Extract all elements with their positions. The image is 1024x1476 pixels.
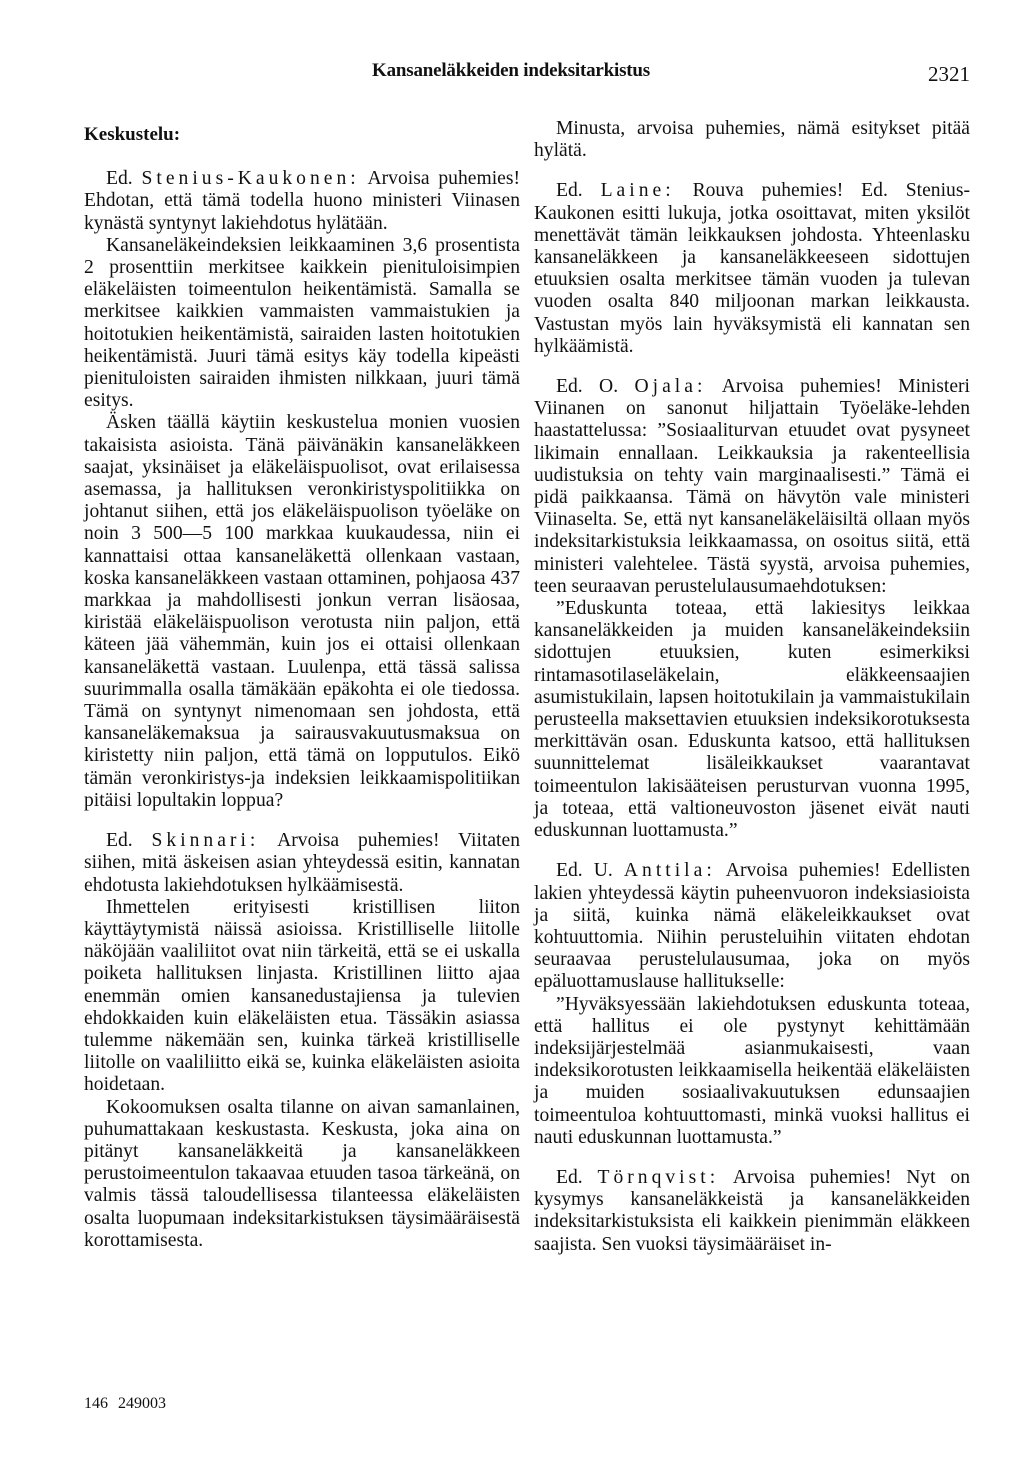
- print-code-right: 249003: [118, 1395, 166, 1412]
- speech-text: Rouva puhemies! Ed. Stenius-Kaukonen esitti lukuja, jotka osoittavat, miten yksilöt menettävät tämän leikkauksen johdosta. Yhteenlasku kansaneläkkeen ja kansaneläkkeeseen sidottujen etuuksien osalta merkitsee tämän vuoden ja tulevan vuoden osalta 840 miljoonan markan leikkausta. Vastustan myös lain hyväksymistä eli kannatan sen hylkäämistä.: [534, 180, 970, 357]
- speech-text: Arvoisa puhemies! Ministeri Viinanen on sanonut hiljattain Työeläke-lehden haastattelussa: ”Sosiaaliturvan etuudet ovat pysyneet likimain ennallaan. Leikkauksia ja rakenteellisia uudistuksia on tehty vain marginaalisesti.” Tämä ei pidä paikkaansa. Tämä on hävytön vale ministeri Viinaselta. Se, että nyt kansaneläkeläisiltä ollaan myös indeksitarkistuksia leikkaamassa, on osoitus siitä, että ministeri valehtelee. Tästä syystä, arvoisa puhemies, teen seuraavan perustelulausumaehdotuksen:: [534, 376, 970, 597]
- speaker-prefix: Ed. O.: [556, 376, 635, 398]
- paragraph: Ihmettelen erityisesti kristillisen liiton käyttäytymistä näissä asioissa. Kristilliselle liitolle näköjään vaaliliitot ovat niin tärkeitä, että se ei uskalla poiketa hallituksen linjasta. Kristillinen liitto ajaa enemmän omien kansanedustajiensa ja tulevien ehdokkaiden kuin eläkeläisten etua. Tässäkin asiassa tulemme näkemään sen, kuinka tärkeä kristilliselle liitolle on vaaliliitto eikä se, kuinka eläkeläisten asioita hoidetaan.: [84, 896, 520, 1096]
- running-title: Kansaneläkkeiden indeksitarkistus: [372, 60, 650, 81]
- speaker-prefix: Ed.: [106, 830, 152, 852]
- speaker-name: Skinnari:: [151, 830, 260, 852]
- speech-anttila: [534, 860, 970, 993]
- paragraph: Kokoomuksen osalta tilanne on aivan samanlainen, puhumattakaan keskustasta. Keskusta, joka aina on pitänyt kansaneläkkeitä ja kansaneläkkeen perustoimeentulon takaavaa etuuden tasoa tärkeänä, on valmis tässä taloudellisessa tilanteessa eläkeläisten osalta luopumaan indeksitarkistuksen täysimääräisestä korottamisesta.: [84, 1096, 520, 1251]
- speaker-name: Stenius-Kaukonen:: [141, 168, 360, 190]
- speaker-name: Törnqvist:: [597, 1166, 720, 1188]
- speaker-prefix: Ed. U.: [556, 860, 624, 882]
- speech-text: Arvoisa puhemies! Viitaten siihen, mitä äskeisen asian yhteydessä esitin, kannatan ehdotusta lakiehdotuksen hylkäämisestä.: [84, 830, 520, 896]
- page-number: 2321: [928, 62, 970, 86]
- speaker-name: Ojala:: [634, 376, 707, 398]
- section-heading: Keskustelu:: [84, 124, 181, 145]
- speech-tornqvist: [534, 1167, 970, 1256]
- right-column: [534, 118, 970, 1256]
- quoted-motion: ”Eduskunta toteaa, että lakiesitys leikkaa kansaneläkkeiden ja muiden kansaneläkeindeksiin sidottujen etuuksien, kuten esimerkiksi rintamasotilaseläkelain, eläkkeensaajien asumistukilain, lapsen hoitotukilain ja vammaistukilain perusteella maksettavien etuuksien indeksikorotuksesta merkittävän osan. Eduskunta katsoo, että hallituksen suunnittelemat lisäleikkaukset vaarantavat toimeentulon lakisääteisen perusturvan vuonna 1995, ja toteaa, että valtioneuvoston jäsenet eivät nauti eduskunnan luottamusta.”: [534, 598, 970, 842]
- left-column: [84, 118, 520, 1252]
- paragraph: Minusta, arvoisa puhemies, nämä esitykset pitää hylätä.: [534, 118, 970, 162]
- print-code: [84, 1395, 166, 1413]
- speech-text: Arvoisa puhemies! Ehdotan, että tämä todella huono ministeri Viinasen kynästä syntynyt lakiehdotus hylätään.: [84, 168, 520, 234]
- speech-skinnari: [84, 830, 520, 897]
- speaker-prefix: Ed.: [106, 168, 142, 190]
- paragraph: Äsken täällä käytiin keskustelua monien vuosien takaisista asioista. Tänä päivänäkin kansaneläkkeen saajat, yksinäiset ja eläkeläispuolisot, ovat erilaisessa asemassa, ja hallituksen veronkiristyspolitiikka on johtanut siihen, että jos eläkeläispuolison työeläke on noin 3 500—5 100 markkaa kuukaudessa, niin ei kannattaisi ottaa kansaneläkettä ollenkaan vastaan, koska kansaneläkkeen vastaan ottaminen, pohjaosa 437 markkaa ja mahdollisesti jonkun verran lisäosaa, kiristää eläkeläispuolison verotusta niin paljon, että käteen jää vähemmän, kuin jos ei ottaisi ollenkaan kansaneläkettä vastaan. Luulenpa, että tässä salissa suurimmalla osalla tämäkään epäkohta ei ole tiedossa. Tämä on syntynyt nimenomaan sen johdosta, että kansaneläkemaksua ja sairausvakuutusmaksua on kiristetty niin paljon, että tämä on lopputulos. Eikö tämän veronkiristys-ja indeksien leikkaamispolitiikan pitäisi lopultakin loppua?: [84, 412, 520, 811]
- speech-stenius-kaukonen: [84, 168, 520, 235]
- speaker-name: Anttila:: [623, 860, 716, 882]
- speaker-prefix: Ed.: [556, 180, 601, 202]
- speaker-name: Laine:: [600, 180, 675, 202]
- speech-text: Arvoisa puhemies! Nyt on kysymys kansaneläkkeistä ja kansaneläkkeiden indeksitarkistuksista eli kaikkein pienimmän eläkkeen saajista. Sen vuoksi täysimääräiset in-: [534, 1166, 971, 1255]
- speech-ojala: [534, 376, 970, 598]
- quoted-motion: ”Hyväksyessään lakiehdotuksen eduskunta toteaa, että hallitus ei ole pystynyt kehittämään indeksijärjestelmää asianmukaisesti, vaan indeksikorotusten leikkaamisella heikentää eläkeläisten ja muiden sosiaalivakuutuksen edunsaajien toimeentuloa kohtuuttomasti, minkä vuoksi hallitus ei nauti eduskunnan luottamusta.”: [534, 993, 970, 1148]
- paragraph: Kansaneläkeindeksien leikkaaminen 3,6 prosentista 2 prosenttiin merkitsee kaikkein pienituloisimpien eläkeläisten toimeentulon heikentämistä. Samalla se merkitsee kaikkien vammaisten vammaistukien ja hoitotukien heikentämistä, sairaiden lasten hoitotukien heikentämistä. Juuri tämä esitys käy todella kipeästi pienituloisten sairaiden ihmisten nilkkaan, juuri tämä esitys.: [84, 234, 520, 412]
- speech-text: Arvoisa puhemies! Edellisten lakien yhteydessä käytin puheenvuoron indeksiasioista ja siitä, kuinka nämä eläkeleikkaukset ovat kohtuuttomia. Niihin perusteluihin viitaten ehdotan seuraavaa perustelulausumaa, joka on myös epäluottamuslause hallitukselle:: [534, 860, 970, 993]
- speech-laine: [534, 180, 970, 358]
- speaker-prefix: Ed.: [556, 1166, 598, 1188]
- print-code-left: 146: [84, 1395, 108, 1412]
